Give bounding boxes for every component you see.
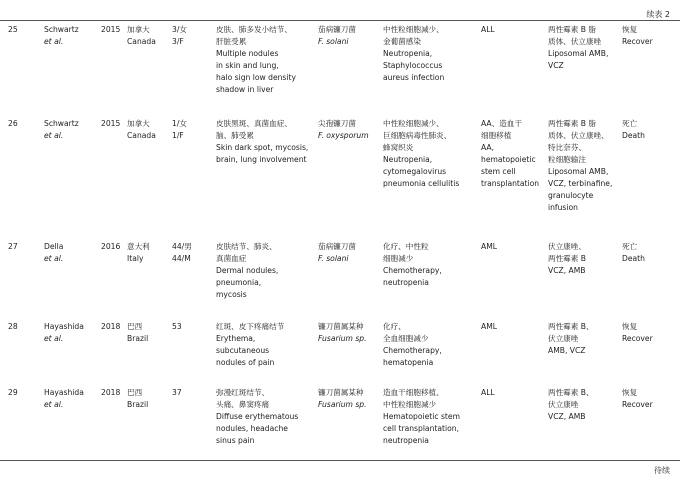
treatment-line: granulocyte (548, 191, 594, 200)
author-cell (44, 24, 79, 48)
outcome-line: 死亡 (622, 119, 638, 128)
risk-factors-line: 蜂窝织炎 (383, 143, 414, 152)
treatment-line: 伏立康唑 (548, 334, 579, 343)
country-line: 巴西 (127, 322, 143, 331)
treatment-line: 两性霉素 B、 (548, 388, 594, 397)
age-sex-cell (172, 387, 182, 399)
pathogen-line: Fusarium sp. (318, 334, 367, 343)
pathogen-cell (318, 387, 367, 411)
country-cell (127, 321, 148, 345)
age-sex-line: 1/女 (172, 119, 187, 128)
treatment-line: 两性霉素 B、 (548, 322, 594, 331)
case-number-cell: 25 (8, 25, 18, 34)
year-cell: 2015 (101, 119, 121, 128)
risk-factors-cell (383, 321, 442, 369)
clinical-manifestation-line: sinus pain (216, 436, 255, 445)
risk-factors-cell (383, 118, 459, 190)
outcome-line: 恢复 (622, 388, 638, 397)
outcome-cell (622, 387, 653, 411)
case-number-cell: 26 (8, 119, 18, 128)
risk-factors-line: 细胞减少 (383, 254, 414, 263)
clinical-manifestation-cell (216, 24, 296, 96)
clinical-manifestation-line: Erythema, (216, 334, 256, 343)
underlying-disease-cell (481, 24, 495, 36)
risk-factors-line: Neutropenia, (383, 155, 433, 164)
risk-factors-cell (383, 241, 442, 289)
clinical-manifestation-line: nodules of pain (216, 358, 275, 367)
pathogen-line: F. solani (318, 254, 349, 263)
author-line: Hayashida (44, 388, 84, 397)
age-sex-line: 3/女 (172, 25, 187, 34)
age-sex-line: 44/M (172, 254, 191, 263)
age-sex-line: 1/F (172, 131, 184, 140)
age-sex-cell (172, 321, 182, 333)
country-line: 加拿大 (127, 25, 150, 34)
clinical-manifestation-line: 肝脏受累 (216, 37, 247, 46)
treatment-line: AMB, VCZ (548, 346, 586, 355)
pathogen-line: F. solani (318, 37, 349, 46)
clinical-manifestation-cell (216, 387, 298, 447)
age-sex-line: 3/F (172, 37, 184, 46)
risk-factors-line: 全血细胞减少 (383, 334, 429, 343)
country-cell (127, 118, 156, 142)
pathogen-cell (318, 241, 356, 265)
clinical-manifestation-line: 真菌血症 (216, 254, 247, 263)
treatment-line: 质体、伏立康唑 (548, 37, 602, 46)
outcome-line: Death (622, 254, 645, 263)
treatment-line: Liposomal AMB, (548, 167, 609, 176)
treatment-cell (548, 241, 586, 277)
country-line: Italy (127, 254, 144, 263)
outcome-line: 死亡 (622, 242, 638, 251)
author-line: Schwartz (44, 119, 79, 128)
underlying-disease-line: 细胞移植 (481, 131, 512, 140)
risk-factors-line: Chemotherapy, (383, 266, 442, 275)
country-line: Brazil (127, 400, 149, 409)
underlying-disease-line: AML (481, 242, 497, 251)
risk-factors-cell (383, 387, 460, 447)
year-cell: 2015 (101, 25, 121, 34)
outcome-line: 恢复 (622, 322, 638, 331)
country-line: 加拿大 (127, 119, 150, 128)
table-bottom-rule (0, 460, 680, 461)
underlying-disease-line: ALL (481, 388, 495, 397)
risk-factors-line: 造血干细胞移植、 (383, 388, 444, 397)
treatment-line: 质体、伏立康唑、 (548, 131, 609, 140)
clinical-manifestation-line: 皮肤、肺多发小结节、 (216, 25, 292, 34)
outcome-cell (622, 321, 653, 345)
to-be-continued-label: 待续 (654, 466, 670, 475)
underlying-disease-line: transplantation (481, 179, 540, 188)
pathogen-line: 镰刀菌属某种 (318, 322, 364, 331)
pathogen-line: 茄病镰刀菌 (318, 25, 356, 34)
country-line: 巴西 (127, 388, 143, 397)
country-line: Canada (127, 37, 156, 46)
pathogen-line: 茄病镰刀菌 (318, 242, 356, 251)
author-line: et al. (44, 400, 64, 409)
clinical-manifestation-line: Diffuse erythematous (216, 412, 299, 421)
underlying-disease-line: AA、造血干 (481, 119, 522, 128)
treatment-line: infusion (548, 203, 578, 212)
risk-factors-line: 巨细胞病毒性肺炎、 (383, 131, 452, 140)
risk-factors-line: 中性粒细胞减少、 (383, 25, 444, 34)
risk-factors-line: neutropenia (383, 436, 429, 445)
treatment-line: Liposomal AMB, (548, 49, 609, 58)
clinical-manifestation-line: mycosis (216, 290, 247, 299)
pathogen-line: Fusarium sp. (318, 400, 367, 409)
author-line: Della (44, 242, 64, 251)
clinical-manifestation-line: 皮肤黑斑、真菌血症、 (216, 119, 292, 128)
case-number-cell: 28 (8, 322, 18, 331)
underlying-disease-cell (481, 118, 539, 190)
pathogen-cell (318, 321, 367, 345)
clinical-manifestation-cell (216, 321, 284, 369)
treatment-line: 两性霉素 B 脂 (548, 25, 597, 34)
age-sex-cell (172, 118, 187, 142)
treatment-line: 伏立康唑 (548, 400, 579, 409)
risk-factors-line: 化疗、 (383, 322, 406, 331)
risk-factors-line: hematopenia (383, 358, 434, 367)
clinical-manifestation-line: nodules, headache (216, 424, 288, 433)
treatment-line: 两性霉素 B (548, 254, 586, 263)
pathogen-cell (318, 24, 356, 48)
risk-factors-line: Staphylococcus (383, 61, 443, 70)
outcome-cell (622, 241, 645, 265)
risk-factors-line: cytomegalovirus (383, 167, 447, 176)
treatment-line: VCZ, AMB (548, 412, 586, 421)
age-sex-line: 37 (172, 388, 182, 397)
treatment-line: 粒细胞输注 (548, 155, 586, 164)
year-cell: 2016 (101, 242, 121, 251)
risk-factors-cell (383, 24, 444, 84)
underlying-disease-cell (481, 241, 497, 253)
author-line: et al. (44, 37, 64, 46)
clinical-manifestation-line: subcutaneous (216, 346, 270, 355)
clinical-manifestation-line: Multiple nodules (216, 49, 279, 58)
risk-factors-line: aureus infection (383, 73, 445, 82)
clinical-manifestation-cell (216, 118, 308, 166)
underlying-disease-line: ALL (481, 25, 495, 34)
pathogen-cell (318, 118, 369, 142)
clinical-manifestation-line: Dermal nodules, (216, 266, 279, 275)
age-sex-line: 44/男 (172, 242, 192, 251)
treatment-cell (548, 24, 608, 72)
treatment-line: VCZ (548, 61, 564, 70)
age-sex-cell (172, 24, 187, 48)
underlying-disease-cell (481, 321, 497, 333)
outcome-cell (622, 24, 653, 48)
outcome-line: 恢复 (622, 25, 638, 34)
clinical-manifestation-line: brain, lung involvement (216, 155, 307, 164)
country-line: 意大利 (127, 242, 150, 251)
risk-factors-line: 金葡菌感染 (383, 37, 421, 46)
risk-factors-line: Hematopoietic stem (383, 412, 460, 421)
author-cell (44, 387, 84, 411)
country-cell (127, 24, 156, 48)
treatment-line: 特比奈芬、 (548, 143, 586, 152)
clinical-manifestation-line: 弥漫红斑结节、 (216, 388, 270, 397)
country-line: Brazil (127, 334, 149, 343)
underlying-disease-line: stem cell (481, 167, 516, 176)
author-cell (44, 241, 63, 265)
clinical-manifestation-line: shadow in liver (216, 85, 274, 94)
risk-factors-line: Neutropenia, (383, 49, 433, 58)
table-top-rule (0, 20, 680, 21)
clinical-manifestation-line: in skin and lung, (216, 61, 279, 70)
case-number-cell: 27 (8, 242, 18, 251)
clinical-manifestation-line: 脑、肺受累 (216, 131, 254, 140)
treatment-line: VCZ, terbinafine, (548, 179, 613, 188)
risk-factors-line: neutropenia (383, 278, 429, 287)
clinical-manifestation-line: halo sign low density (216, 73, 296, 82)
outcome-line: Recover (622, 334, 653, 343)
risk-factors-line: 化疗、中性粒 (383, 242, 429, 251)
year-cell: 2018 (101, 322, 121, 331)
age-sex-line: 53 (172, 322, 182, 331)
underlying-disease-cell (481, 387, 495, 399)
author-line: et al. (44, 131, 64, 140)
continued-label: 续表 2 (646, 10, 670, 19)
clinical-manifestation-line: 红斑、皮下疼痛结节 (216, 322, 285, 331)
risk-factors-line: 中性粒细胞减少 (383, 400, 437, 409)
clinical-manifestation-line: Skin dark spot, mycosis, (216, 143, 309, 152)
author-line: Hayashida (44, 322, 84, 331)
outcome-line: Recover (622, 37, 653, 46)
country-line: Canada (127, 131, 156, 140)
age-sex-cell (172, 241, 192, 265)
author-cell (44, 118, 79, 142)
risk-factors-line: pneumonia cellulitis (383, 179, 460, 188)
risk-factors-line: cell transplantation, (383, 424, 459, 433)
year-cell: 2018 (101, 388, 121, 397)
pathogen-line: F. oxysporum (318, 131, 369, 140)
treatment-line: 伏立康唑、 (548, 242, 586, 251)
author-line: et al. (44, 334, 64, 343)
treatment-cell (548, 118, 612, 214)
treatment-cell (548, 387, 594, 423)
underlying-disease-line: AML (481, 322, 497, 331)
author-cell (44, 321, 84, 345)
outcome-line: Death (622, 131, 645, 140)
clinical-manifestation-line: pneumonia, (216, 278, 262, 287)
clinical-manifestation-cell (216, 241, 278, 301)
risk-factors-line: Chemotherapy, (383, 346, 442, 355)
treatment-line: VCZ, AMB (548, 266, 586, 275)
pathogen-line: 尖孢镰刀菌 (318, 119, 356, 128)
clinical-manifestation-line: 皮肤结节、肺炎、 (216, 242, 277, 251)
outcome-line: Recover (622, 400, 653, 409)
treatment-cell (548, 321, 594, 357)
outcome-cell (622, 118, 645, 142)
author-line: Schwartz (44, 25, 79, 34)
clinical-manifestation-line: 头痛、鼻窦疼痛 (216, 400, 270, 409)
pathogen-line: 镰刀菌属某种 (318, 388, 364, 397)
underlying-disease-line: AA, (481, 143, 495, 152)
risk-factors-line: 中性粒细胞减少、 (383, 119, 444, 128)
case-number-cell: 29 (8, 388, 18, 397)
treatment-line: 两性霉素 B 脂 (548, 119, 597, 128)
underlying-disease-line: hematopoietic (481, 155, 536, 164)
country-cell (127, 241, 150, 265)
country-cell (127, 387, 148, 411)
author-line: et al. (44, 254, 64, 263)
